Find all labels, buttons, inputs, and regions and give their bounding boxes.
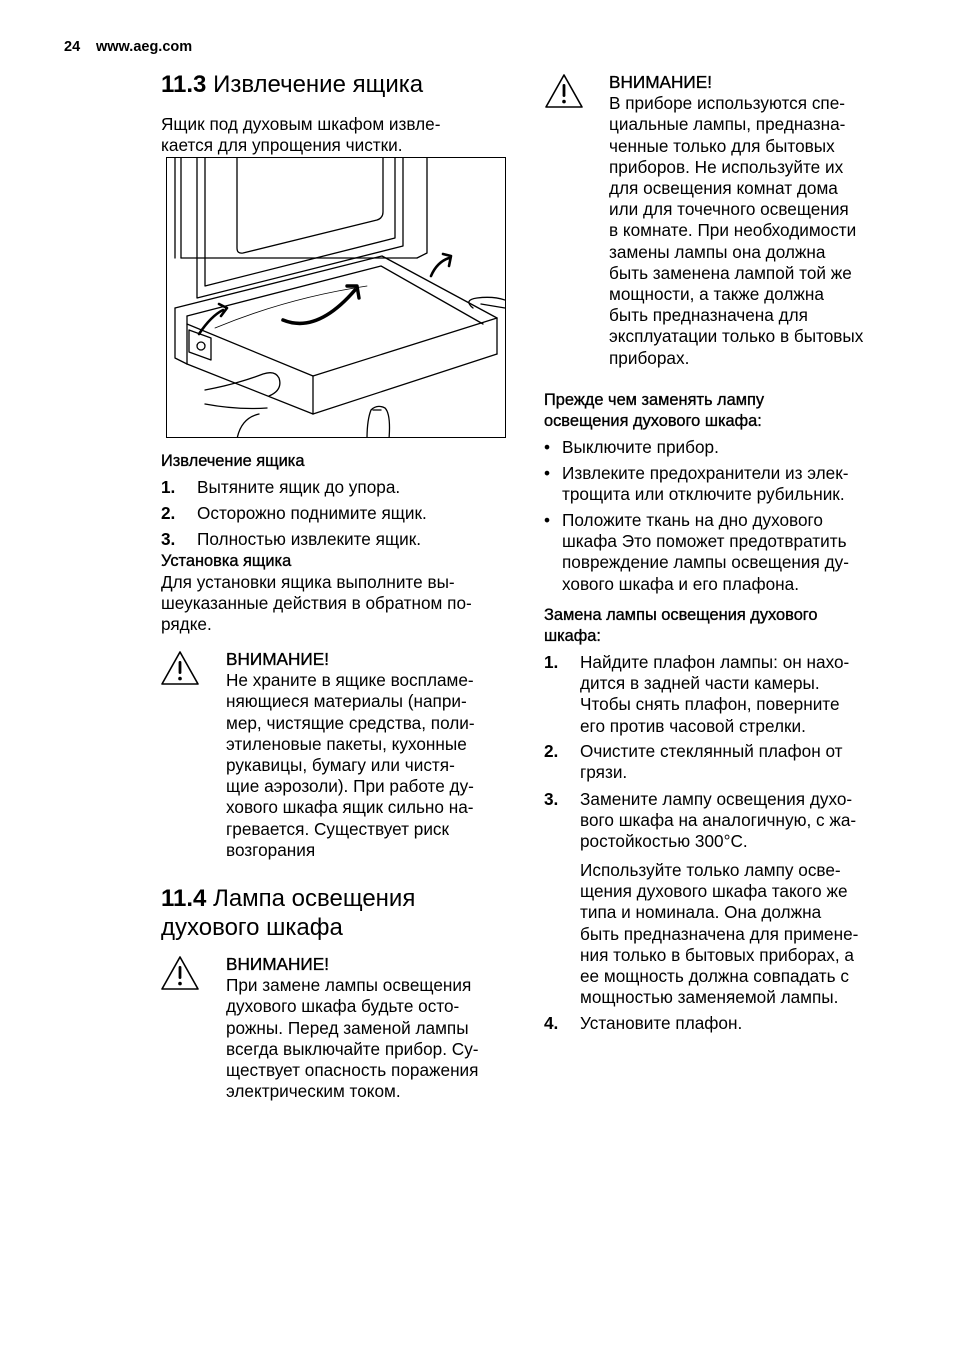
warning-line: электрическим током. — [226, 1081, 401, 1102]
intro-line: кается для упрощения чистки. — [161, 135, 403, 156]
warning-line: рукавицы, бумагу или чистя- — [226, 755, 455, 776]
bullet-line: повреждение лампы освещения ду- — [562, 552, 849, 573]
step-line: ростойкостью 300°C. — [580, 831, 748, 852]
removal-step-3 — [161, 529, 501, 551]
step-number: 3. — [161, 529, 176, 549]
warning-line: Не храните в ящике воспламе- — [226, 670, 474, 691]
special-lamp-warning — [609, 72, 909, 369]
step-text — [580, 789, 856, 853]
bullet-item — [544, 463, 904, 507]
section-11-3-heading — [161, 70, 423, 99]
install-line: Для установки ящика выполните вы- — [161, 572, 455, 592]
bullet-text — [562, 463, 849, 505]
bullet-dot: • — [544, 510, 551, 530]
warning-triangle-icon — [160, 650, 200, 686]
bullet-text — [562, 510, 849, 595]
warning-title: ВНИМАНИЕ! — [226, 649, 330, 669]
step-number: 3. — [544, 789, 559, 809]
bullet-line: трощита или отключите рубильник. — [562, 484, 845, 505]
note-line: Используйте только лампу осве- — [580, 860, 841, 880]
bullet-line: Выключите прибор. — [562, 437, 719, 457]
step-text: Установите плафон. — [580, 1013, 743, 1033]
before-replace-subheading — [544, 390, 904, 432]
warning-line: духового шкафа будьте осто- — [226, 996, 460, 1017]
step-text: Осторожно поднимите ящик. — [197, 503, 427, 523]
removal-step-2 — [161, 503, 501, 525]
warning-line: щие аэрозоли). При работе ду- — [226, 776, 474, 797]
warning-line: мер, чистящие средства, поли- — [226, 712, 475, 733]
intro-line: Ящик под духовым шкафом извле- — [161, 114, 441, 134]
warning-line: замены лампы она должна — [609, 241, 826, 262]
step-text: Полностью извлеките ящик. — [197, 529, 421, 549]
drawer-removal-drawing — [167, 158, 506, 438]
replace-lamp-subheading — [544, 605, 904, 647]
warning-line: В приборе используются спе- — [609, 93, 845, 114]
step-line: вого шкафа на аналогичную, с жа- — [580, 810, 857, 831]
warning-line: этиленовые пакеты, кухонные — [226, 733, 467, 754]
warning-title: ВНИМАНИЕ! — [226, 954, 330, 974]
section-title-line: духового шкафа — [161, 914, 343, 941]
note-line: щения духового шкафа такого же — [580, 881, 848, 902]
bullet-line: Положите ткань на дно духового — [562, 510, 823, 530]
warning-line: няющиеся материалы (напри- — [226, 691, 467, 712]
warning-title: ВНИМАНИЕ! — [609, 72, 713, 92]
warning-line: в комнате. При необходимости — [609, 220, 857, 241]
replace-step-1 — [544, 652, 904, 738]
step-line: грязи. — [580, 762, 628, 783]
warning-line: рожны. Перед заменой лампы — [226, 1017, 469, 1038]
replace-step-4 — [544, 1013, 904, 1035]
install-text — [161, 572, 521, 636]
step-number: 4. — [544, 1013, 559, 1033]
step-line: Очистите стеклянный плафон от — [580, 741, 843, 761]
step-line: дится в задней части камеры. — [580, 673, 820, 694]
lamp-warning — [226, 954, 526, 1102]
step-line: Чтобы снять плафон, поверните — [580, 694, 840, 715]
section-11-4-heading — [161, 884, 415, 942]
step-number: 1. — [544, 652, 559, 672]
warning-line: возгорания — [226, 839, 316, 860]
bullet-dot: • — [544, 437, 551, 457]
warning-line: для освещения комнат дома — [609, 178, 838, 199]
bullet-line: хового шкафа и его плафона. — [562, 573, 799, 594]
install-line: шеуказанные действия в обратном по- — [161, 593, 472, 614]
warning-line: ченные только для бытовых — [609, 135, 835, 156]
step-text — [580, 741, 843, 783]
replace-step-2 — [544, 741, 904, 785]
subheading-line: освещения духового шкафа: — [544, 411, 762, 430]
bullet-line: шкафа Это поможет предотвратить — [562, 531, 847, 552]
note-line: ее мощность должна совпадать с — [580, 966, 849, 987]
section-title: Извлечение ящика — [213, 71, 424, 98]
step-number: 1. — [161, 477, 176, 497]
bullet-text — [562, 437, 719, 458]
note-line: ния только в бытовых приборах, а — [580, 944, 854, 965]
drawer-intro — [161, 114, 501, 156]
subheading-line: Замена лампы освещения духового — [544, 606, 818, 624]
removal-subheading: Извлечение ящика — [161, 452, 305, 470]
warning-line: При замене лампы освещения — [226, 975, 472, 996]
warning-line: или для точечного освещения — [609, 199, 849, 220]
removal-step-1 — [161, 477, 501, 499]
warning-line: хового шкафа ящик сильно на- — [226, 797, 474, 818]
step-line: его против часовой стрелки. — [580, 715, 806, 736]
warning-line: приборах. — [609, 347, 690, 368]
subheading-line: шкафа: — [544, 626, 601, 645]
website-url: www.aeg.com — [96, 39, 193, 55]
step-line: Найдите плафон лампы: он нахо- — [580, 652, 850, 672]
page-number: 24 — [64, 39, 81, 55]
bullet-item — [544, 437, 904, 459]
install-subheading: Установка ящика — [161, 552, 292, 570]
bullet-line: Извлеките предохранители из элек- — [562, 463, 849, 483]
step-number: 2. — [161, 503, 176, 523]
warning-line: мощности, а также должна — [609, 284, 824, 305]
step-number: 2. — [544, 741, 559, 761]
replace-step-3 — [544, 789, 904, 855]
note-line: быть предназначена для примене- — [580, 923, 859, 944]
note-line: типа и номинала. Она должна — [580, 902, 822, 923]
warning-line: приборов. Не используйте их — [609, 156, 844, 177]
replace-note — [580, 860, 910, 1008]
drawer-warning — [226, 649, 526, 861]
note-line: мощностью заменяемой лампы. — [580, 987, 839, 1008]
warning-line: быть предназначена для — [609, 305, 808, 326]
bullet-dot: • — [544, 463, 551, 483]
warning-line: эксплуатации только в бытовых — [609, 326, 864, 347]
section-title-line: Лампа освещения — [213, 885, 416, 912]
section-number: 11.4 — [161, 885, 207, 912]
warning-line: гревается. Существует риск — [226, 818, 450, 839]
warning-triangle-icon — [544, 73, 584, 109]
warning-line: циальные лампы, предназна- — [609, 114, 846, 135]
subheading-line: Прежде чем заменять лампу — [544, 391, 765, 409]
warning-line: ществует опасность поражения — [226, 1060, 479, 1081]
step-text: Вытяните ящик до упора. — [197, 477, 401, 497]
warning-line: всегда выключайте прибор. Су- — [226, 1038, 479, 1059]
step-text — [580, 652, 849, 737]
install-line: рядке. — [161, 614, 212, 635]
bullet-item — [544, 510, 904, 596]
warning-line: быть заменена лампой той же — [609, 262, 852, 283]
section-number: 11.3 — [161, 71, 207, 98]
warning-triangle-icon — [160, 955, 200, 991]
step-line: Замените лампу освещения духо- — [580, 789, 853, 809]
drawer-illustration — [166, 157, 506, 438]
